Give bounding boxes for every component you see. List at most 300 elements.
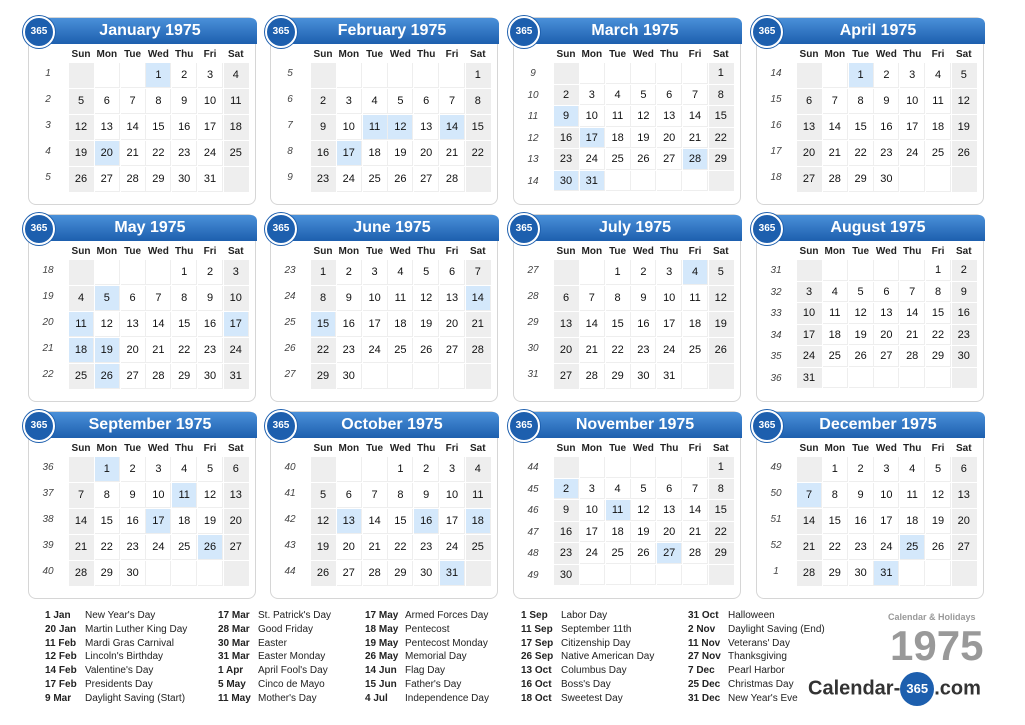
day-cell[interactable]: 6: [797, 89, 822, 114]
day-cell[interactable]: 3: [363, 260, 388, 285]
day-cell[interactable]: [683, 63, 708, 84]
day-cell[interactable]: 20: [554, 338, 579, 363]
day-cell[interactable]: 27: [95, 167, 120, 192]
day-cell[interactable]: 20: [657, 522, 682, 543]
day-cell[interactable]: 21: [683, 522, 708, 543]
day-cell[interactable]: 15: [926, 303, 951, 324]
day-cell[interactable]: 25: [466, 535, 491, 560]
day-cell[interactable]: 17: [440, 509, 465, 534]
day-cell[interactable]: 9: [172, 89, 197, 114]
day-cell[interactable]: 30: [849, 561, 874, 586]
day-cell[interactable]: 17: [580, 128, 605, 149]
day-cell[interactable]: 24: [580, 543, 605, 564]
day-cell[interactable]: [900, 260, 925, 281]
day-cell[interactable]: 25: [224, 141, 249, 166]
day-cell[interactable]: 31: [198, 167, 223, 192]
day-cell[interactable]: 20: [224, 509, 249, 534]
day-cell[interactable]: 16: [172, 115, 197, 140]
day-cell[interactable]: [900, 368, 925, 389]
day-cell[interactable]: 19: [311, 535, 336, 560]
day-cell[interactable]: [849, 368, 874, 389]
day-cell[interactable]: 11: [388, 286, 413, 311]
day-cell[interactable]: 21: [69, 535, 94, 560]
day-cell[interactable]: 23: [952, 325, 977, 346]
day-cell[interactable]: 13: [440, 286, 465, 311]
day-cell[interactable]: [69, 63, 94, 88]
day-cell[interactable]: 1: [466, 63, 491, 88]
day-cell[interactable]: 11: [172, 483, 197, 508]
day-cell[interactable]: 24: [580, 149, 605, 170]
day-cell[interactable]: 22: [466, 141, 491, 166]
day-cell[interactable]: 6: [224, 457, 249, 482]
day-cell[interactable]: 7: [363, 483, 388, 508]
day-cell[interactable]: 11: [606, 500, 631, 521]
day-cell[interactable]: [683, 457, 708, 478]
day-cell[interactable]: [952, 167, 977, 192]
day-cell[interactable]: 10: [874, 483, 899, 508]
day-cell[interactable]: 16: [849, 509, 874, 534]
day-cell[interactable]: 6: [657, 479, 682, 500]
day-cell[interactable]: 20: [797, 141, 822, 166]
day-cell[interactable]: 2: [554, 479, 579, 500]
day-cell[interactable]: 24: [224, 338, 249, 363]
day-cell[interactable]: [198, 561, 223, 586]
day-cell[interactable]: 31: [874, 561, 899, 586]
day-cell[interactable]: 18: [926, 115, 951, 140]
day-cell[interactable]: 13: [224, 483, 249, 508]
day-cell[interactable]: 28: [683, 149, 708, 170]
day-cell[interactable]: 29: [388, 561, 413, 586]
day-cell[interactable]: 17: [224, 312, 249, 337]
day-cell[interactable]: 17: [337, 141, 362, 166]
day-cell[interactable]: 18: [606, 522, 631, 543]
day-cell[interactable]: 26: [849, 346, 874, 367]
day-cell[interactable]: 12: [311, 509, 336, 534]
day-cell[interactable]: 5: [952, 63, 977, 88]
day-cell[interactable]: 19: [198, 509, 223, 534]
day-cell[interactable]: 28: [797, 561, 822, 586]
day-cell[interactable]: 5: [311, 483, 336, 508]
day-cell[interactable]: 1: [709, 457, 734, 478]
day-cell[interactable]: 14: [900, 303, 925, 324]
day-cell[interactable]: [414, 364, 439, 389]
day-cell[interactable]: [606, 63, 631, 84]
day-cell[interactable]: 14: [466, 286, 491, 311]
day-cell[interactable]: 18: [224, 115, 249, 140]
day-cell[interactable]: [926, 561, 951, 586]
day-cell[interactable]: [797, 260, 822, 281]
day-cell[interactable]: 19: [631, 522, 656, 543]
day-cell[interactable]: 19: [95, 338, 120, 363]
day-cell[interactable]: 26: [631, 543, 656, 564]
day-cell[interactable]: 26: [414, 338, 439, 363]
day-cell[interactable]: 2: [121, 457, 146, 482]
day-cell[interactable]: 1: [95, 457, 120, 482]
day-cell[interactable]: 23: [849, 535, 874, 560]
day-cell[interactable]: 3: [224, 260, 249, 285]
day-cell[interactable]: 10: [337, 115, 362, 140]
day-cell[interactable]: 17: [797, 325, 822, 346]
day-cell[interactable]: 19: [709, 312, 734, 337]
day-cell[interactable]: 26: [388, 167, 413, 192]
day-cell[interactable]: [95, 260, 120, 285]
day-cell[interactable]: 8: [146, 89, 171, 114]
day-cell[interactable]: [121, 260, 146, 285]
day-cell[interactable]: [146, 260, 171, 285]
day-cell[interactable]: 22: [388, 535, 413, 560]
day-cell[interactable]: 4: [388, 260, 413, 285]
day-cell[interactable]: 9: [414, 483, 439, 508]
day-cell[interactable]: [606, 457, 631, 478]
day-cell[interactable]: 8: [823, 483, 848, 508]
day-cell[interactable]: 14: [823, 115, 848, 140]
day-cell[interactable]: 21: [466, 312, 491, 337]
day-cell[interactable]: 23: [337, 338, 362, 363]
day-cell[interactable]: 5: [198, 457, 223, 482]
day-cell[interactable]: 5: [849, 282, 874, 303]
day-cell[interactable]: 25: [926, 141, 951, 166]
day-cell[interactable]: [823, 260, 848, 281]
day-cell[interactable]: 4: [172, 457, 197, 482]
day-cell[interactable]: 17: [900, 115, 925, 140]
day-cell[interactable]: 16: [198, 312, 223, 337]
day-cell[interactable]: [224, 167, 249, 192]
day-cell[interactable]: 6: [414, 89, 439, 114]
day-cell[interactable]: 2: [849, 457, 874, 482]
day-cell[interactable]: 5: [631, 85, 656, 106]
day-cell[interactable]: 16: [554, 522, 579, 543]
day-cell[interactable]: 11: [900, 483, 925, 508]
day-cell[interactable]: [337, 457, 362, 482]
day-cell[interactable]: 22: [926, 325, 951, 346]
day-cell[interactable]: 3: [797, 282, 822, 303]
day-cell[interactable]: 22: [606, 338, 631, 363]
day-cell[interactable]: 6: [337, 483, 362, 508]
day-cell[interactable]: 24: [657, 338, 682, 363]
day-cell[interactable]: 2: [414, 457, 439, 482]
day-cell[interactable]: 30: [874, 167, 899, 192]
day-cell[interactable]: 23: [172, 141, 197, 166]
day-cell[interactable]: 12: [849, 303, 874, 324]
day-cell[interactable]: [823, 368, 848, 389]
day-cell[interactable]: [631, 565, 656, 586]
day-cell[interactable]: 29: [849, 167, 874, 192]
day-cell[interactable]: 13: [121, 312, 146, 337]
day-cell[interactable]: 20: [440, 312, 465, 337]
day-cell[interactable]: 15: [823, 509, 848, 534]
day-cell[interactable]: 1: [146, 63, 171, 88]
day-cell[interactable]: 14: [363, 509, 388, 534]
day-cell[interactable]: 17: [874, 509, 899, 534]
day-cell[interactable]: 12: [926, 483, 951, 508]
day-cell[interactable]: 29: [709, 543, 734, 564]
day-cell[interactable]: [926, 167, 951, 192]
day-cell[interactable]: [121, 63, 146, 88]
day-cell[interactable]: 29: [311, 364, 336, 389]
day-cell[interactable]: [631, 457, 656, 478]
day-cell[interactable]: [926, 368, 951, 389]
day-cell[interactable]: 25: [69, 364, 94, 389]
day-cell[interactable]: 21: [900, 325, 925, 346]
day-cell[interactable]: [554, 457, 579, 478]
day-cell[interactable]: [952, 561, 977, 586]
day-cell[interactable]: 9: [631, 286, 656, 311]
day-cell[interactable]: 5: [709, 260, 734, 285]
day-cell[interactable]: 5: [95, 286, 120, 311]
day-cell[interactable]: 25: [606, 149, 631, 170]
day-cell[interactable]: 14: [683, 106, 708, 127]
day-cell[interactable]: 10: [224, 286, 249, 311]
day-cell[interactable]: 5: [388, 89, 413, 114]
day-cell[interactable]: 3: [146, 457, 171, 482]
day-cell[interactable]: 18: [683, 312, 708, 337]
day-cell[interactable]: 20: [952, 509, 977, 534]
day-cell[interactable]: 30: [631, 364, 656, 389]
day-cell[interactable]: 7: [683, 479, 708, 500]
day-cell[interactable]: 16: [952, 303, 977, 324]
day-cell[interactable]: 21: [823, 141, 848, 166]
day-cell[interactable]: 1: [926, 260, 951, 281]
day-cell[interactable]: 7: [797, 483, 822, 508]
day-cell[interactable]: 3: [580, 85, 605, 106]
day-cell[interactable]: 10: [440, 483, 465, 508]
day-cell[interactable]: 20: [414, 141, 439, 166]
day-cell[interactable]: [900, 561, 925, 586]
day-cell[interactable]: 15: [849, 115, 874, 140]
day-cell[interactable]: 29: [606, 364, 631, 389]
day-cell[interactable]: 27: [121, 364, 146, 389]
day-cell[interactable]: 13: [657, 500, 682, 521]
day-cell[interactable]: 1: [172, 260, 197, 285]
day-cell[interactable]: 5: [69, 89, 94, 114]
day-cell[interactable]: 23: [198, 338, 223, 363]
day-cell[interactable]: 7: [466, 260, 491, 285]
day-cell[interactable]: 26: [926, 535, 951, 560]
day-cell[interactable]: 16: [631, 312, 656, 337]
day-cell[interactable]: 21: [121, 141, 146, 166]
day-cell[interactable]: 10: [580, 500, 605, 521]
day-cell[interactable]: 18: [69, 338, 94, 363]
day-cell[interactable]: 28: [466, 338, 491, 363]
day-cell[interactable]: 5: [414, 260, 439, 285]
day-cell[interactable]: 19: [631, 128, 656, 149]
day-cell[interactable]: 26: [709, 338, 734, 363]
day-cell[interactable]: 24: [337, 167, 362, 192]
day-cell[interactable]: [709, 171, 734, 192]
day-cell[interactable]: [580, 457, 605, 478]
day-cell[interactable]: 2: [874, 63, 899, 88]
day-cell[interactable]: 2: [631, 260, 656, 285]
day-cell[interactable]: 29: [709, 149, 734, 170]
day-cell[interactable]: [311, 63, 336, 88]
day-cell[interactable]: 2: [952, 260, 977, 281]
day-cell[interactable]: [554, 63, 579, 84]
day-cell[interactable]: 27: [797, 167, 822, 192]
day-cell[interactable]: 4: [900, 457, 925, 482]
day-cell[interactable]: 6: [95, 89, 120, 114]
day-cell[interactable]: 15: [311, 312, 336, 337]
day-cell[interactable]: 18: [466, 509, 491, 534]
day-cell[interactable]: 9: [554, 500, 579, 521]
day-cell[interactable]: 10: [146, 483, 171, 508]
day-cell[interactable]: 15: [172, 312, 197, 337]
day-cell[interactable]: 26: [631, 149, 656, 170]
day-cell[interactable]: [440, 63, 465, 88]
day-cell[interactable]: 19: [414, 312, 439, 337]
day-cell[interactable]: 11: [363, 115, 388, 140]
day-cell[interactable]: [466, 364, 491, 389]
day-cell[interactable]: 12: [69, 115, 94, 140]
day-cell[interactable]: 14: [580, 312, 605, 337]
day-cell[interactable]: 17: [363, 312, 388, 337]
day-cell[interactable]: 28: [683, 543, 708, 564]
day-cell[interactable]: [337, 63, 362, 88]
day-cell[interactable]: 27: [337, 561, 362, 586]
day-cell[interactable]: 30: [952, 346, 977, 367]
day-cell[interactable]: 4: [683, 260, 708, 285]
day-cell[interactable]: 29: [172, 364, 197, 389]
day-cell[interactable]: [874, 260, 899, 281]
day-cell[interactable]: 6: [554, 286, 579, 311]
day-cell[interactable]: 4: [926, 63, 951, 88]
day-cell[interactable]: 15: [95, 509, 120, 534]
day-cell[interactable]: 23: [554, 543, 579, 564]
day-cell[interactable]: 7: [69, 483, 94, 508]
day-cell[interactable]: 7: [683, 85, 708, 106]
day-cell[interactable]: 17: [198, 115, 223, 140]
day-cell[interactable]: 6: [440, 260, 465, 285]
day-cell[interactable]: [580, 260, 605, 285]
day-cell[interactable]: 30: [414, 561, 439, 586]
day-cell[interactable]: 8: [172, 286, 197, 311]
day-cell[interactable]: 14: [121, 115, 146, 140]
day-cell[interactable]: 13: [657, 106, 682, 127]
day-cell[interactable]: 23: [121, 535, 146, 560]
day-cell[interactable]: [952, 368, 977, 389]
day-cell[interactable]: 24: [198, 141, 223, 166]
day-cell[interactable]: 29: [146, 167, 171, 192]
day-cell[interactable]: 2: [337, 260, 362, 285]
day-cell[interactable]: 2: [172, 63, 197, 88]
day-cell[interactable]: 12: [631, 500, 656, 521]
day-cell[interactable]: [69, 457, 94, 482]
day-cell[interactable]: 16: [337, 312, 362, 337]
day-cell[interactable]: 8: [388, 483, 413, 508]
day-cell[interactable]: [311, 457, 336, 482]
day-cell[interactable]: 4: [823, 282, 848, 303]
day-cell[interactable]: 16: [874, 115, 899, 140]
day-cell[interactable]: [631, 171, 656, 192]
day-cell[interactable]: 16: [311, 141, 336, 166]
day-cell[interactable]: 30: [554, 565, 579, 586]
day-cell[interactable]: 16: [121, 509, 146, 534]
day-cell[interactable]: 21: [440, 141, 465, 166]
day-cell[interactable]: 7: [823, 89, 848, 114]
day-cell[interactable]: 30: [337, 364, 362, 389]
day-cell[interactable]: 26: [952, 141, 977, 166]
day-cell[interactable]: 11: [69, 312, 94, 337]
day-cell[interactable]: 11: [466, 483, 491, 508]
day-cell[interactable]: 30: [198, 364, 223, 389]
day-cell[interactable]: 16: [554, 128, 579, 149]
day-cell[interactable]: 3: [440, 457, 465, 482]
day-cell[interactable]: [95, 63, 120, 88]
day-cell[interactable]: [580, 565, 605, 586]
day-cell[interactable]: 7: [440, 89, 465, 114]
day-cell[interactable]: 22: [709, 522, 734, 543]
day-cell[interactable]: 20: [657, 128, 682, 149]
day-cell[interactable]: 8: [709, 85, 734, 106]
day-cell[interactable]: 29: [926, 346, 951, 367]
day-cell[interactable]: 8: [311, 286, 336, 311]
day-cell[interactable]: 11: [606, 106, 631, 127]
day-cell[interactable]: 7: [146, 286, 171, 311]
day-cell[interactable]: 8: [849, 89, 874, 114]
day-cell[interactable]: 1: [311, 260, 336, 285]
day-cell[interactable]: 27: [440, 338, 465, 363]
day-cell[interactable]: 11: [926, 89, 951, 114]
day-cell[interactable]: 22: [823, 535, 848, 560]
day-cell[interactable]: 10: [900, 89, 925, 114]
day-cell[interactable]: 17: [580, 522, 605, 543]
day-cell[interactable]: 19: [926, 509, 951, 534]
day-cell[interactable]: 18: [900, 509, 925, 534]
day-cell[interactable]: 18: [388, 312, 413, 337]
day-cell[interactable]: 2: [198, 260, 223, 285]
day-cell[interactable]: 8: [709, 479, 734, 500]
day-cell[interactable]: 12: [414, 286, 439, 311]
day-cell[interactable]: [709, 565, 734, 586]
day-cell[interactable]: 21: [797, 535, 822, 560]
day-cell[interactable]: [823, 63, 848, 88]
day-cell[interactable]: [414, 63, 439, 88]
day-cell[interactable]: 31: [224, 364, 249, 389]
day-cell[interactable]: 9: [874, 89, 899, 114]
day-cell[interactable]: 29: [95, 561, 120, 586]
day-cell[interactable]: 27: [657, 149, 682, 170]
day-cell[interactable]: [388, 63, 413, 88]
day-cell[interactable]: 10: [198, 89, 223, 114]
day-cell[interactable]: 27: [874, 346, 899, 367]
day-cell[interactable]: 6: [121, 286, 146, 311]
day-cell[interactable]: 28: [363, 561, 388, 586]
day-cell[interactable]: 13: [554, 312, 579, 337]
day-cell[interactable]: [683, 565, 708, 586]
day-cell[interactable]: 3: [337, 89, 362, 114]
day-cell[interactable]: 10: [580, 106, 605, 127]
day-cell[interactable]: 12: [631, 106, 656, 127]
day-cell[interactable]: 27: [657, 543, 682, 564]
day-cell[interactable]: 22: [849, 141, 874, 166]
day-cell[interactable]: 27: [414, 167, 439, 192]
day-cell[interactable]: 10: [363, 286, 388, 311]
day-cell[interactable]: 19: [388, 141, 413, 166]
day-cell[interactable]: 27: [952, 535, 977, 560]
day-cell[interactable]: 7: [580, 286, 605, 311]
day-cell[interactable]: 11: [224, 89, 249, 114]
day-cell[interactable]: 12: [388, 115, 413, 140]
day-cell[interactable]: 12: [709, 286, 734, 311]
day-cell[interactable]: 17: [657, 312, 682, 337]
day-cell[interactable]: 3: [657, 260, 682, 285]
day-cell[interactable]: 18: [172, 509, 197, 534]
day-cell[interactable]: 8: [95, 483, 120, 508]
day-cell[interactable]: 20: [337, 535, 362, 560]
day-cell[interactable]: 23: [631, 338, 656, 363]
day-cell[interactable]: [440, 364, 465, 389]
day-cell[interactable]: 29: [823, 561, 848, 586]
day-cell[interactable]: 18: [363, 141, 388, 166]
